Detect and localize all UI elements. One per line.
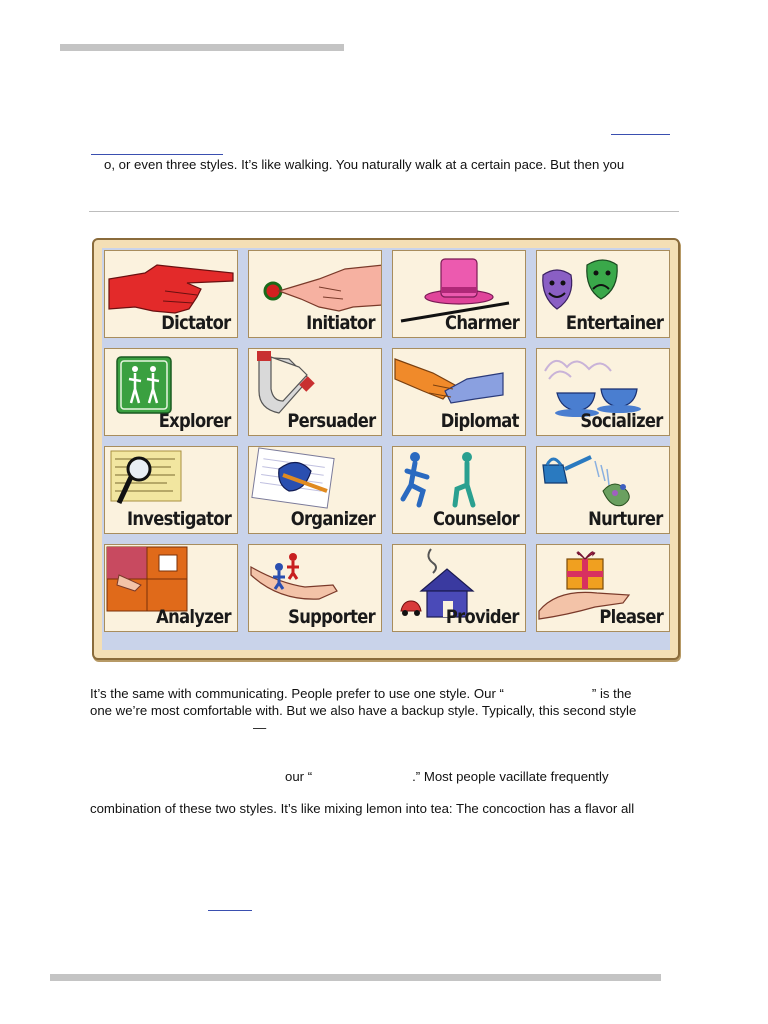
paragraph-line: one we’re most comfortable with. But we also have a backup style. Typically, this second style: [90, 703, 637, 718]
tile-supporter: [248, 544, 382, 632]
tile-counselor: [392, 446, 526, 534]
tile-label: Supporter: [288, 606, 375, 628]
tile-explorer: [104, 348, 238, 436]
tile-label: Analyzer: [156, 606, 231, 628]
tile-label: Nurturer: [588, 508, 663, 530]
tile-socializer: [536, 348, 670, 436]
hyperlink-underline[interactable]: [91, 154, 223, 155]
tile-label: Charmer: [444, 312, 519, 334]
em-dash: —: [253, 720, 267, 735]
tile-nurturer: [536, 446, 670, 534]
tile-label: Provider: [446, 606, 519, 628]
tile-analyzer: [104, 544, 238, 632]
tile-provider: [392, 544, 526, 632]
tile-label: Diplomat: [440, 410, 519, 432]
tile-organizer: [248, 446, 382, 534]
header-bar: [60, 44, 344, 51]
tile-persuader: [248, 348, 382, 436]
tile-entertainer: [536, 250, 670, 338]
tile-label: Organizer: [290, 508, 375, 530]
paragraph-line: [285, 768, 609, 785]
footer-bar: [50, 974, 661, 981]
hyperlink-underline[interactable]: [208, 910, 252, 911]
tile-label: Explorer: [159, 410, 231, 432]
hyperlink-underline[interactable]: [611, 134, 670, 135]
text-run: It’s the same with communicating. People prefer to use one style. Our “: [90, 686, 504, 701]
tile-label: Dictator: [161, 312, 231, 334]
paragraph-line: combination of these two styles. It’s like mixing lemon into tea: The concoction has a flavor all: [90, 801, 635, 816]
text-run: our “: [285, 769, 313, 784]
tile-label: Persuader: [286, 410, 375, 432]
tile-label: Pleaser: [599, 606, 663, 628]
tile-label: Entertainer: [565, 312, 663, 334]
tile-investigator: [104, 446, 238, 534]
text-run: ” is the: [591, 686, 632, 701]
horizontal-divider: [89, 211, 679, 212]
tile-charmer: [392, 250, 526, 338]
communication-styles-board: [92, 238, 680, 660]
tile-label: Counselor: [433, 508, 519, 530]
paragraph-line: [90, 685, 631, 702]
tile-dictator: [104, 250, 238, 338]
tile-label: Socializer: [580, 410, 663, 432]
text-run: .” Most people vacillate frequently: [412, 769, 609, 784]
paragraph-line: o, or even three styles. It’s like walking. You naturally walk at a certain pace. But then you: [104, 157, 625, 172]
tile-initiator: [248, 250, 382, 338]
tile-diplomat: [392, 348, 526, 436]
tile-label: Initiator: [306, 312, 375, 334]
tile-label: Investigator: [126, 508, 231, 530]
tile-pleaser: [536, 544, 670, 632]
